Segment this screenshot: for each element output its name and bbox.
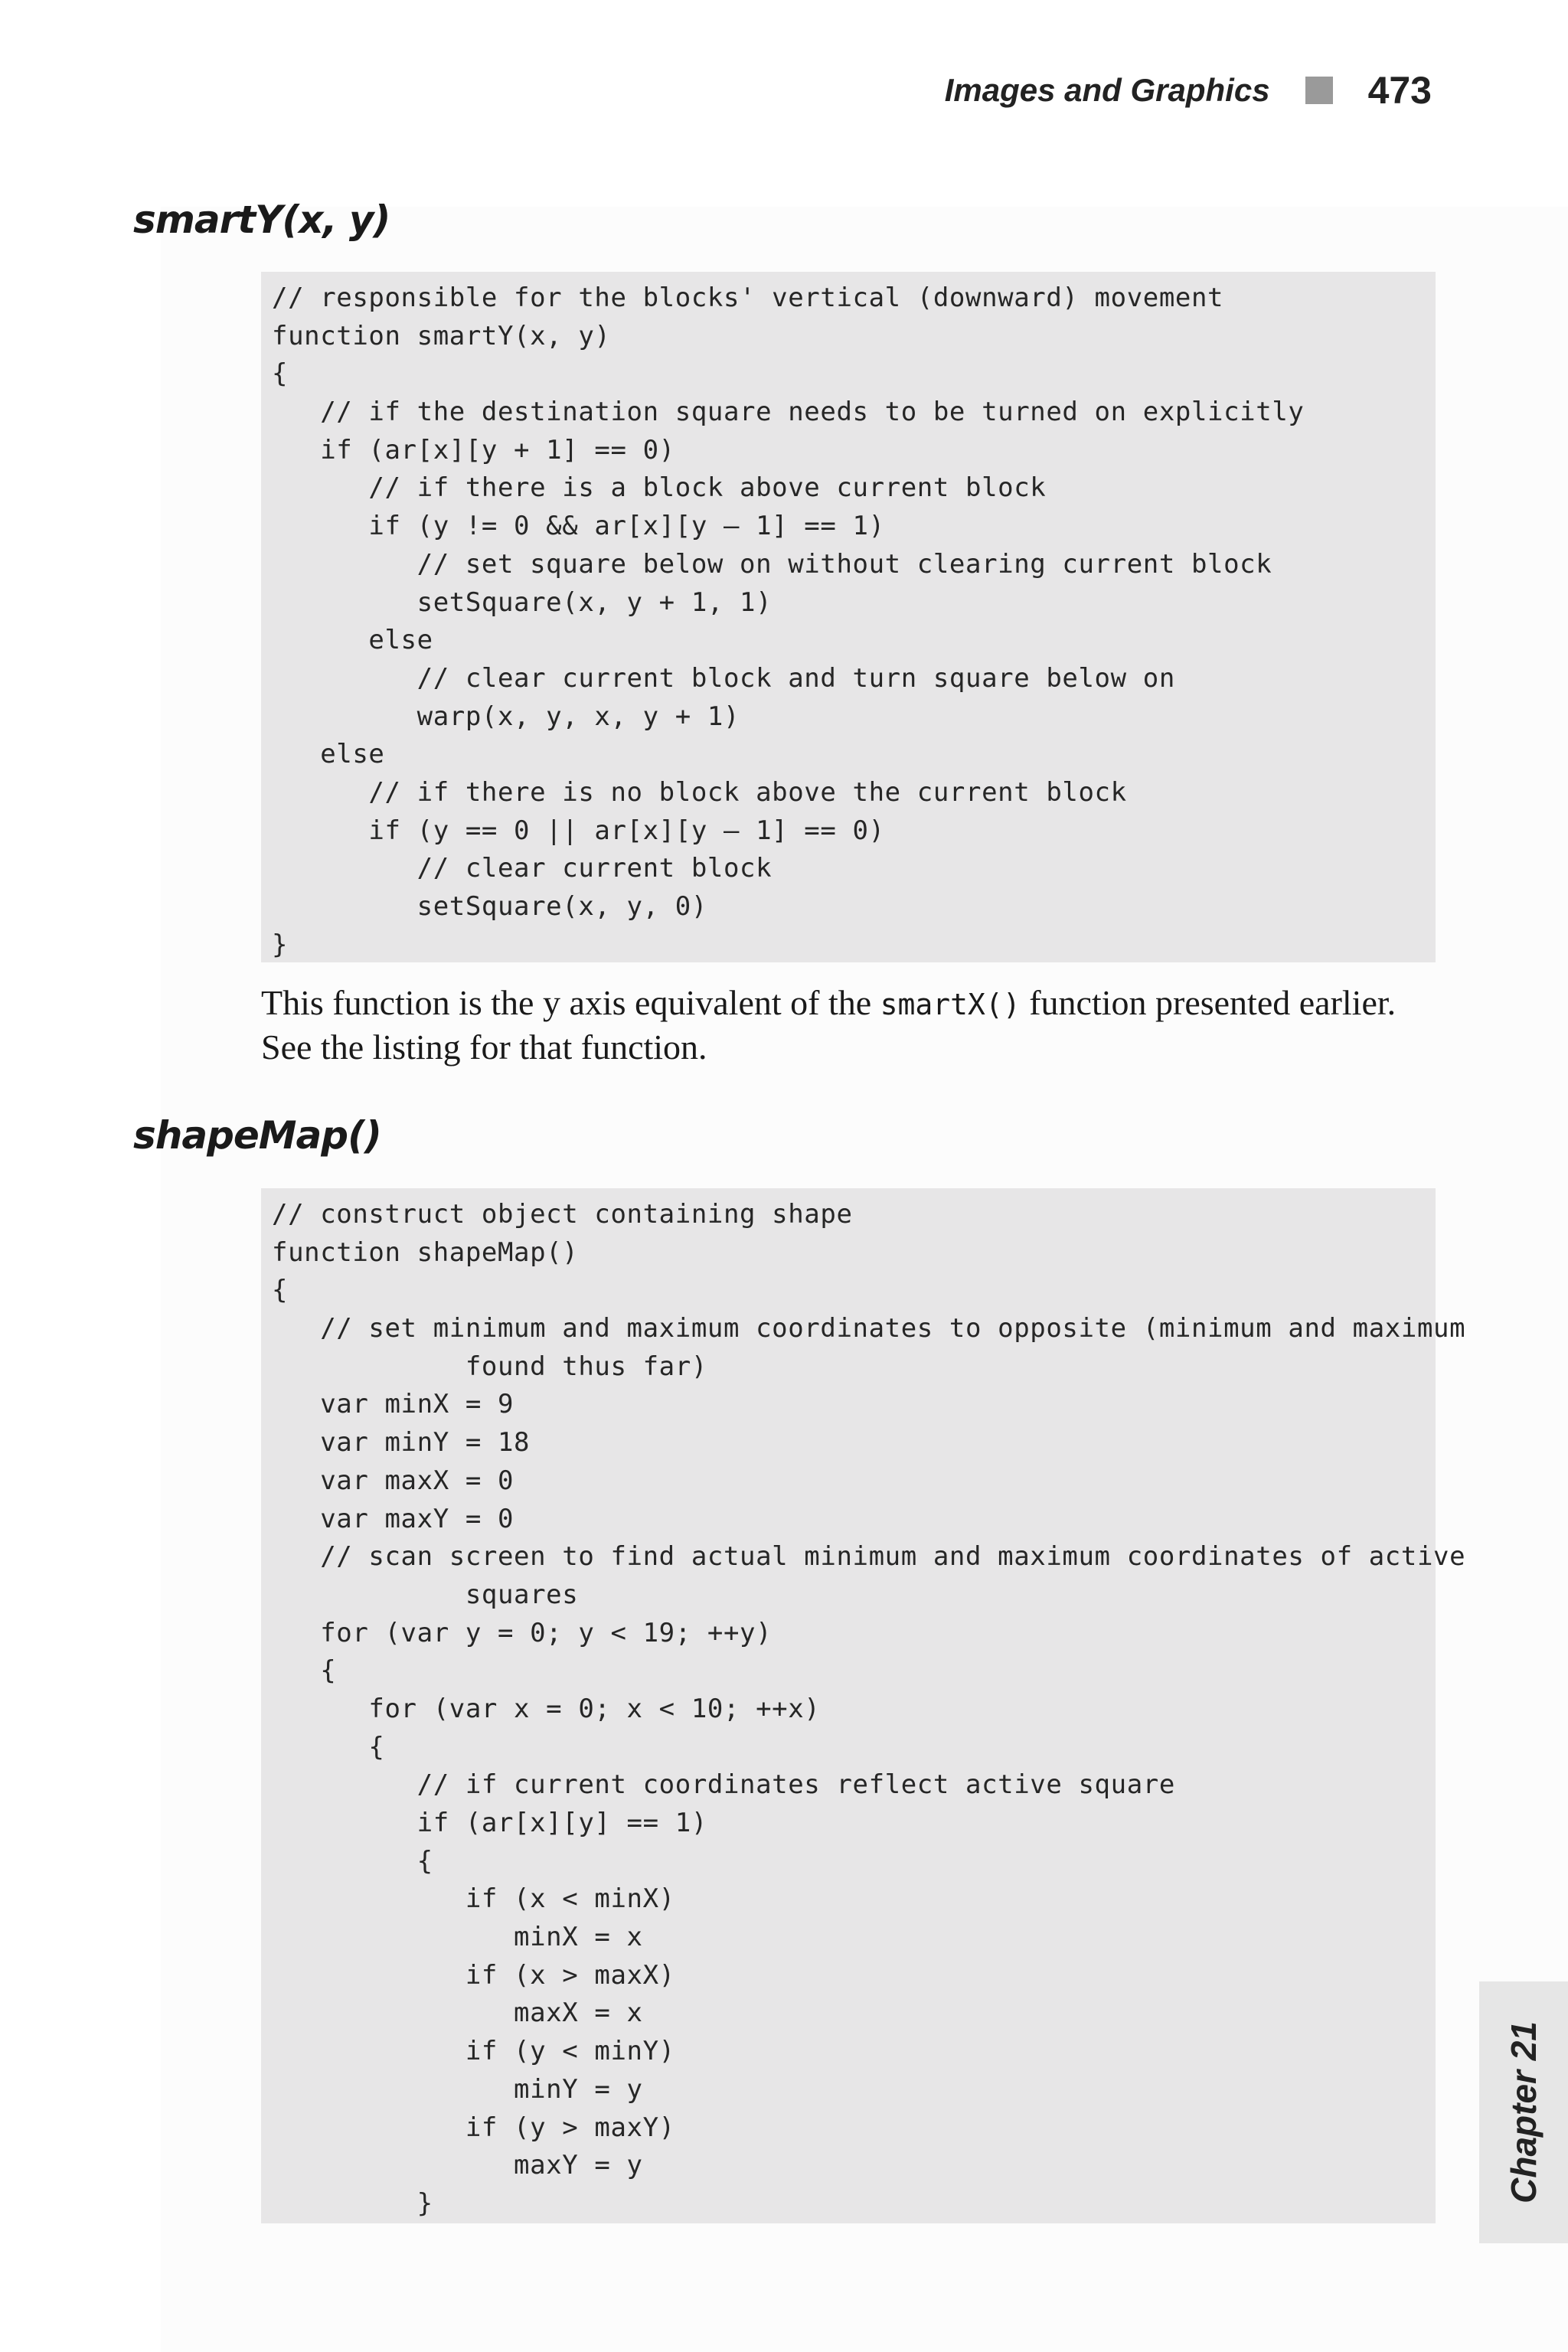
code-line: for (var y = 0; y < 19; ++y) [272, 1617, 773, 1648]
code-line: minX = x [272, 1922, 643, 1953]
code-line: warp(x, y, x, y + 1) [272, 701, 740, 732]
code-line: minY = y [272, 2073, 643, 2105]
code-line: if (ar[x][y + 1] == 0) [272, 434, 675, 466]
code-line: squares [272, 1579, 579, 1610]
code-line: maxY = y [272, 2150, 643, 2181]
code-line: // set square below on without clearing current block [272, 548, 1272, 580]
code-line: { [272, 1731, 385, 1762]
code-line: if (x > maxX) [272, 1959, 675, 1991]
chapter-tab [1479, 1981, 1568, 2243]
code-listing-shapemap [261, 1188, 1466, 2223]
code-line: // clear current block [272, 853, 773, 884]
paragraph-text-before: This function is the y axis equivalent of the [261, 983, 880, 1022]
code-line: if (y > maxY) [272, 2112, 675, 2143]
code-line: // responsible for the blocks' vertical (downward) movement [272, 283, 1224, 313]
running-title: Images and Graphics [944, 72, 1270, 108]
code-line: // if current coordinates reflect active square [272, 1769, 1175, 1801]
code-line: if (y < minY) [272, 2036, 675, 2067]
code-line: if (y != 0 && ar[x][y – 1] == 1) [272, 511, 885, 542]
code-line: // construct object containing shape [272, 1199, 853, 1230]
code-line: if (ar[x][y] == 1) [272, 1808, 707, 1838]
inline-code-smartx: smartX() [880, 988, 1021, 1021]
section-heading-smarty: smartY(x, y) [133, 198, 390, 242]
running-head [945, 67, 1432, 113]
code-line: // if the destination square needs to be turned on explicitly [272, 397, 1305, 428]
code-line: // set minimum and maximum coordinates to opposite (minimum and maximum [272, 1313, 1466, 1344]
code-line: var minY = 18 [272, 1427, 531, 1459]
code-line: for (var x = 0; x < 10; ++x) [272, 1693, 821, 1724]
code-line: { [272, 1655, 337, 1687]
code-line: found thus far) [272, 1351, 707, 1382]
code-line: maxX = x [272, 1998, 643, 2029]
code-line: setSquare(x, y + 1, 1) [272, 586, 773, 618]
page-number: 473 [1367, 69, 1432, 112]
code-line: { [272, 1275, 289, 1306]
paragraph-text-after: function presented earlier. See the listing for that function. [261, 983, 1396, 1067]
code-line: else [272, 625, 433, 656]
code-line: var maxY = 0 [272, 1503, 514, 1534]
code-line: else [272, 739, 385, 770]
code-line: } [272, 2187, 433, 2219]
header-square-mark [1305, 77, 1333, 104]
code-line: if (x < minX) [272, 1883, 675, 1915]
code-line: // scan screen to find actual minimum and maximum coordinates of active [272, 1541, 1466, 1573]
code-line: // clear current block and turn square below on [272, 662, 1175, 694]
code-line: function smartY(x, y) [272, 320, 611, 351]
code-line: if (y == 0 || ar[x][y – 1] == 0) [272, 815, 885, 846]
code-line: // if there is a block above current block [272, 472, 1047, 504]
code-line: setSquare(x, y, 0) [272, 891, 707, 922]
code-line: { [272, 1845, 433, 1877]
code-line: var maxX = 0 [272, 1465, 514, 1496]
chapter-tab-label: Chapter 21 [1504, 2021, 1544, 2203]
code-line: function shapeMap() [272, 1236, 579, 1268]
code-line: var minX = 9 [272, 1389, 514, 1420]
code-line: } [272, 929, 289, 960]
body-paragraph [261, 982, 1455, 1069]
code-listing-smarty [261, 272, 1436, 962]
code-line: // if there is no block above the current block [272, 776, 1127, 808]
section-heading-shapemap: shapeMap() [133, 1113, 381, 1158]
code-line: { [272, 358, 289, 390]
